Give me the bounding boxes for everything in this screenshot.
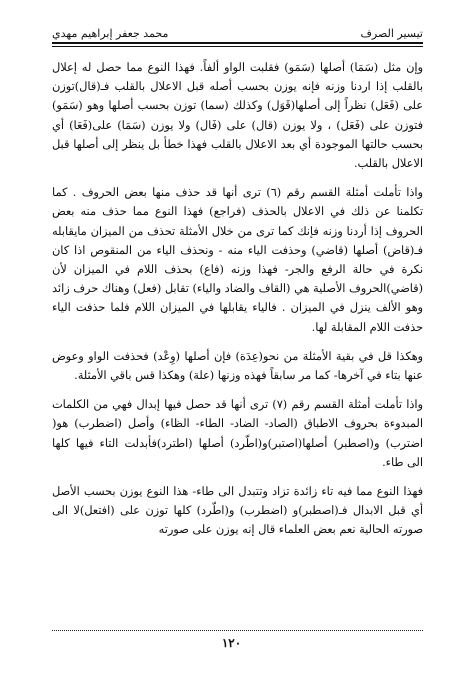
- header-rule-thin: [52, 46, 423, 47]
- paragraph-1: وإن مثل (سَمَا) أصلها (سَمَو) فقلبت الواو ألفاً. فهذا النوع مما حصل له إعلال بالقلب إذا اردنا وزنه فإنه يوزن بحسب أصله قبل الاعلال بالقلب فـ(قال)توزن على (فَعَل) نظراً إلى أصلها(قَوَل) وكذلك (سما) توزن بحسب أصلها وهو (سَمَو) فتوزن على (فَعَل) ، ولا يوزن (قال) على (فَال) ولا يوزن (سَمَا) على(فَعَا) أي بحسب حالتها الموجودة أي بعد الاعلال بالقلب فهذا خطأ بل ينظر إلى أصلها قبل الاعلال بالقلب.: [52, 61, 423, 171]
- page-number: ١٢٠: [221, 636, 242, 650]
- paragraph-5: فهذا النوع مما فيه تاء زائدة تزاد وتتبدل الى طاء- هذا النوع يوزن بحسب الأصل أي قبل الابدال فـ(اصطبر)و (اضطرب) و(اطّرد) كلها توزن على (افتعل)لا الى صورته الحالية نعم بعض العلماء قال إنه يوزن على صورته: [52, 485, 423, 537]
- header-book-title: تيسير الصرف: [360, 27, 423, 40]
- paragraph-4: واذا تأملت أمثلة القسم رقم (٧) ترى أنها قد حصل فيها إبدال فهي من الكلمات المبدوءة بحروف الاطباق (الصاد- الضاد- الطاء- الظاء) وأصل (اضطرب) هو( اضترب) و(اصطبر) أصلها(اصتبر)و(اطّرد) أصلها (اطترد)فأبدلت التاء فيها كلها الى طاء.: [52, 398, 423, 469]
- paragraph-2: واذا تأملت أمثلة القسم رقم (٦) ترى أنها قد حذف منها بعض الحروف . كما تكلمنا عن ذلك في الاعلال بالحذف (فراجع) فهذا النوع مما حذف منه بعض الحروف إذا أردنا وزنه فإنك كما ترى من خلال الأمثلة تحذف من الميزان مايقابله فـ(قاض) أصلها (قاضي) وحذفت الياء منه - ونحذف الياء من المنقوص اذا كان نكرة في حالة الرفع والجر- فهذا وزنه (فاع) بحذف اللام في الميزان لأن (قاضي)الحروف الأصلية هي (القاف والضاد والياء) تقابل (فعل) وهناك حرف زائد وهو الألف ينزل في الميزان . فالياء يقابلها في الميزان اللام فلما حذفت الياء حذفت اللام المقابلة لها.: [52, 186, 423, 334]
- header-rule-thick: [52, 42, 423, 44]
- page-body: [52, 58, 423, 610]
- running-header: [52, 22, 423, 40]
- paragraph-3: وهكذا قل في بقية الأمثلة من نحو(عِدَة) فإن أصلها (وِعْد) فحذفت الواو وعوض عنها بتاء في آخرها- كما مر سابقاً فهذه وزنها (علة) وهكذا قس باقي الأمثلة.: [52, 349, 423, 383]
- footer-rule: [52, 630, 423, 632]
- header-author-name: محمد جعفر إبراهيم مهدي: [52, 27, 169, 40]
